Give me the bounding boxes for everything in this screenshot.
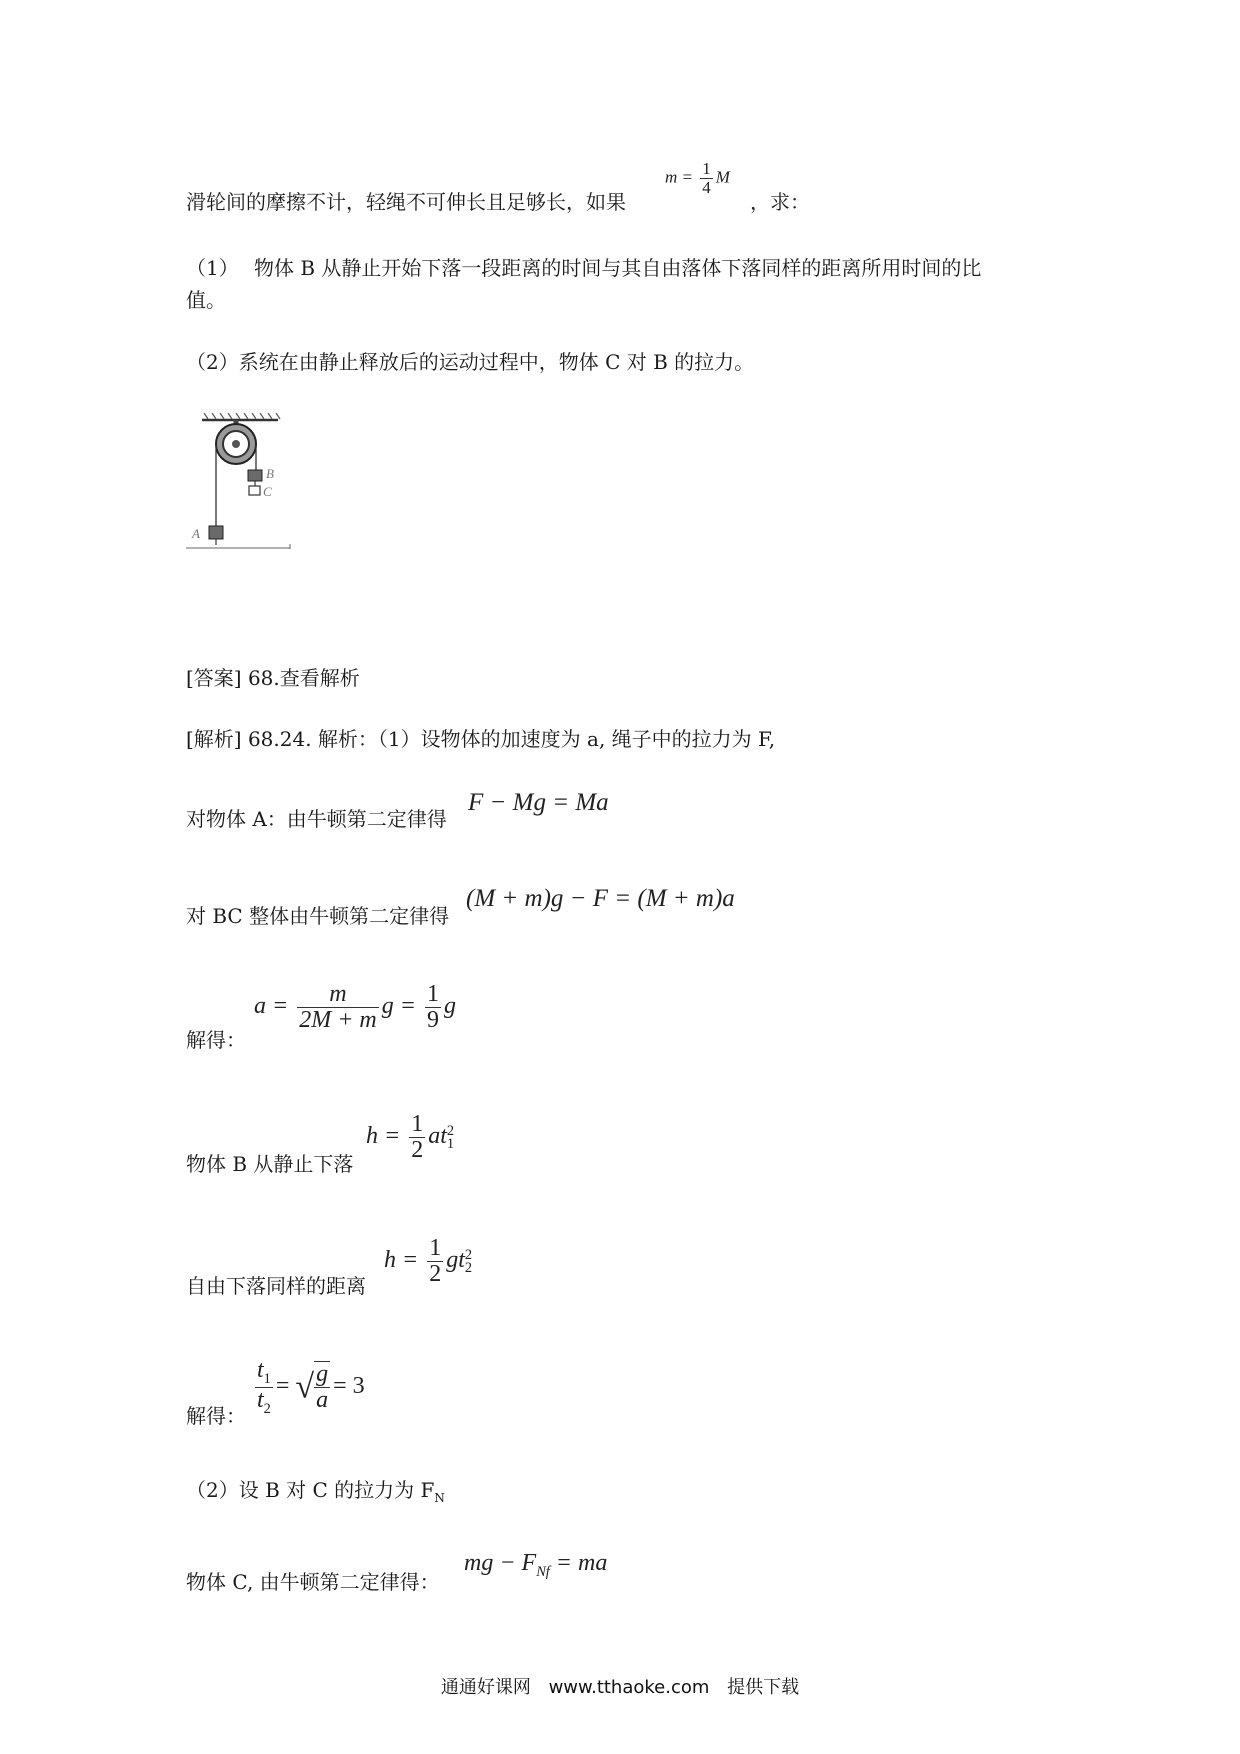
intro-text-after: ，求：: [750, 190, 810, 214]
step-c-label: 物体 C, 由牛顿第二定律得：: [186, 1570, 440, 1594]
part-2-label: （2）设 B 对 C 的拉力为 $F_N$: [186, 1478, 445, 1505]
answer-text: [答案] 68.查看解析: [186, 666, 360, 690]
equation-h1: h = $\frac{1}{2}$ at 2 1: [366, 1111, 455, 1164]
equation-c: mg − $F_{Nf}$ = ma: [464, 1550, 608, 1580]
footer-url[interactable]: www.tthaoke.com: [548, 1677, 710, 1698]
step-h1-label: 物体 B 从静止下落: [186, 1152, 354, 1176]
label-c: C: [263, 484, 272, 499]
question-1-label: （1）: [186, 256, 239, 280]
footer-suffix: 提供下载: [727, 1677, 800, 1698]
block-a: [191, 526, 223, 545]
footer-site: 通通好课网: [440, 1677, 531, 1698]
equation-h2: h = $\frac{1}{2}$ gt 2 2: [384, 1235, 473, 1288]
equation-bc: (M + m)g − F = (M + m)a: [466, 885, 735, 912]
ceiling-hatch: [202, 413, 280, 420]
pulley-diagram: [186, 412, 296, 622]
step-ratio-label: 解得：: [186, 1404, 246, 1428]
step-bc-label: 对 BC 整体由牛顿第二定律得: [186, 904, 450, 928]
analysis-line-1: [解析] 68.24. 解析：（1）设物体的加速度为 a, 绳子中的拉力为 F,: [186, 727, 776, 751]
block-c: [249, 484, 272, 499]
step-solve-a-label: 解得：: [186, 1028, 246, 1052]
page-footer: [0, 1673, 1240, 1699]
question-1-text: 物体 B 从静止开始下落一段距离的时间与其自由落体下落同样的距离所用时间的比: [254, 256, 982, 280]
equation-time-ratio: $\frac{t_1}{t_2}$ = √ $\frac{g}{a}$ = 3: [257, 1357, 365, 1417]
question-1-text-cont: 值。: [186, 288, 226, 312]
mass-ratio-formula: m = $\frac{1}{4}$ M: [665, 159, 730, 197]
label-b: B: [266, 466, 274, 481]
label-a: A: [192, 526, 200, 541]
block-b: [248, 466, 274, 481]
question-2-text: （2）系统在由静止释放后的运动过程中，物体 C 对 B 的拉力。: [186, 350, 755, 374]
intro-text: [186, 186, 626, 215]
equation-acceleration: a = $\frac{m}{2M + m}$ g = $\frac{1}{9}$ g: [254, 981, 456, 1034]
intro-text-before: 滑轮间的摩擦不计，轻绳不可伸长且足够长，如果: [186, 190, 626, 214]
step-a-label: 对物体 A：由牛顿第二定律得: [186, 807, 447, 831]
step-h2-label: 自由下落同样的距离: [186, 1274, 366, 1298]
pulley-wheel: [216, 420, 256, 464]
equation-a: F − Mg = Ma: [468, 789, 609, 816]
